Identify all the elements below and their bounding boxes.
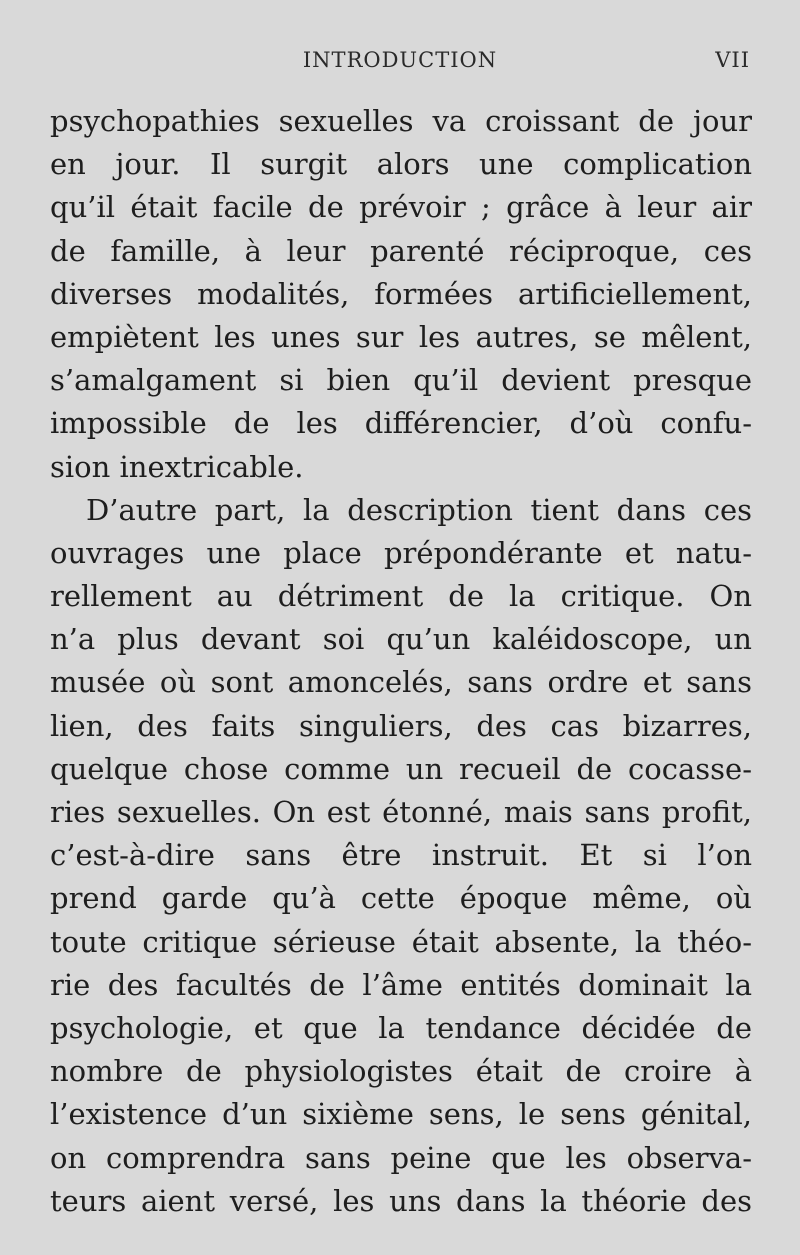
text-line: sion inextricable. <box>50 449 304 484</box>
paragraph-2 <box>50 489 752 1223</box>
text-line: nombre de physiologistes était de croire à <box>50 1054 752 1089</box>
page-header <box>50 42 750 78</box>
page-number: VII <box>715 48 750 72</box>
running-title: INTRODUCTION <box>302 48 498 72</box>
text-line: on comprendra sans peine que les observa- <box>50 1140 752 1175</box>
text-line: prend garde qu’à cette époque même, où <box>50 881 752 916</box>
text-line: rellement au détriment de la critique. On <box>50 579 752 614</box>
text-line: l’existence d’un sixième sens, le sens génital, <box>50 1097 752 1132</box>
text-line: s’amalgament si bien qu’il devient presque <box>50 363 752 398</box>
text-line: c’est-à-dire sans être instruit. Et si l’on <box>50 838 752 873</box>
text-line: empiètent les unes sur les autres, se mêlent, <box>50 319 752 354</box>
text-line: teurs aient versé, les uns dans la théorie des <box>50 1183 752 1218</box>
text-line: impossible de les différencier, d’où confu- <box>50 406 752 441</box>
text-line: diverses modalités, formées artificiellement, <box>50 276 752 311</box>
text-line: en jour. Il surgit alors une complication <box>50 147 752 182</box>
text-line: ouvrages une place prépondérante et natu- <box>50 535 752 570</box>
body-text <box>50 100 752 1223</box>
text-line: toute critique sérieuse était absente, la théo- <box>50 924 752 959</box>
text-line: qu’il était facile de prévoir ; grâce à leur air <box>50 190 752 225</box>
text-line: musée où sont amoncelés, sans ordre et sans <box>50 665 752 700</box>
text-line: ries sexuelles. On est étonné, mais sans profit, <box>50 795 752 829</box>
text-line: psychopathies sexuelles va croissant de jour <box>50 104 752 138</box>
text-line: quelque chose comme un recueil de cocasse- <box>50 751 752 786</box>
text-line: D’autre part, la description tient dans ces <box>86 492 752 527</box>
text-line: n’a plus devant soi qu’un kaléidoscope, un <box>50 622 752 657</box>
text-line: de famille, à leur parenté réciproque, ces <box>50 233 752 268</box>
paragraph-1 <box>50 100 752 489</box>
text-line: psychologie, et que la tendance décidée de <box>50 1010 752 1045</box>
text-line: rie des facultés de l’âme entités dominait la <box>50 967 752 1002</box>
text-line: lien, des faits singuliers, des cas bizarres, <box>50 708 752 743</box>
